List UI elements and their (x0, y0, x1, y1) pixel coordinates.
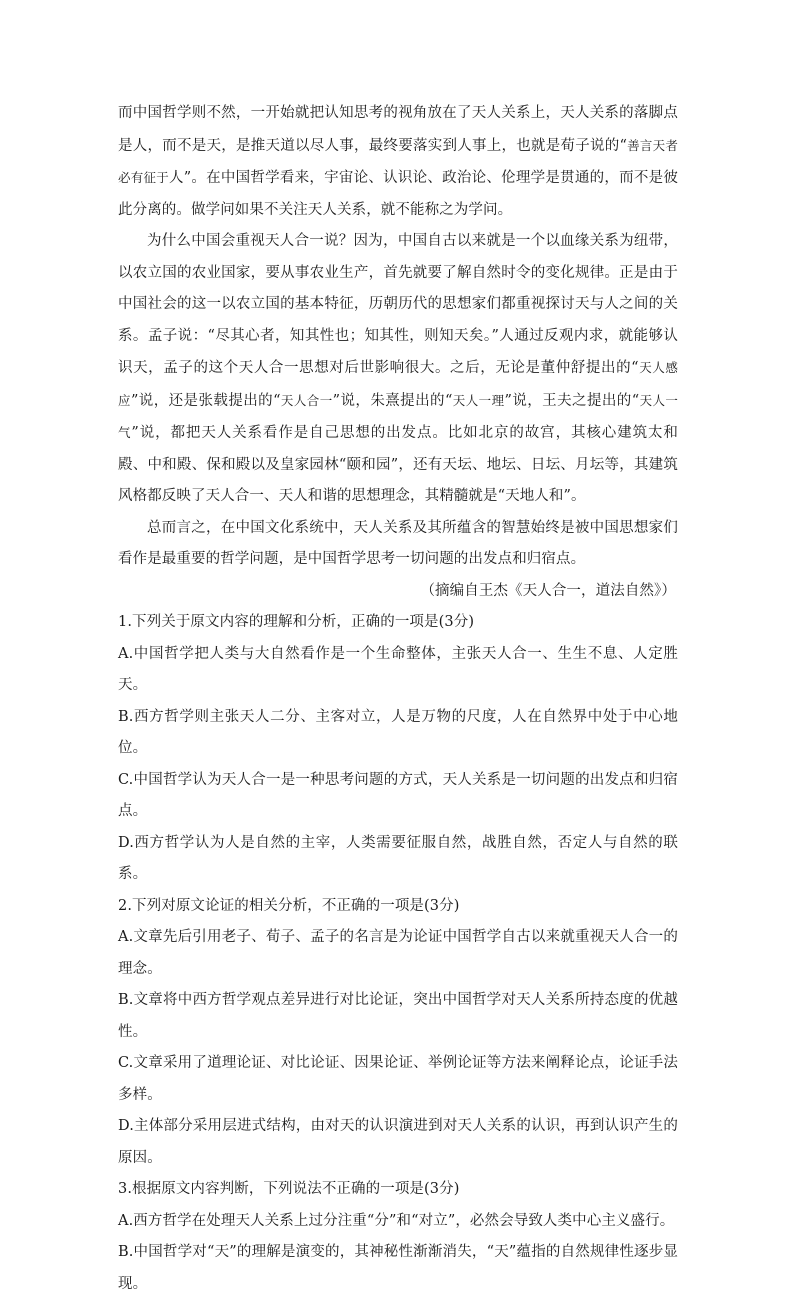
paragraph-2-text-b: ”说，还是张载提出的“ (130, 392, 281, 409)
question-2-option-a: A.文章先后引用老子、荀子、孟子的名言是为论证中国哲学自古以来就重视天人合一的理念。 (118, 929, 678, 977)
paragraph-2-quote-2: 天人合一 (280, 392, 333, 408)
paragraph-2 (118, 226, 678, 513)
paragraph-2-quote-3: 天人一理 (452, 392, 505, 408)
question-1-option-b: B.西方哲学则主张天人二分、主客对立，人是万物的尺度，人在自然界中处于中心地位。 (118, 708, 678, 756)
question-2-option-c: C.文章采用了道理论证、对比论证、因果论证、举例论证等方法来阐释论点，论证手法多样。 (118, 1055, 678, 1103)
paragraph-2-text-e: ”说，都把天人关系看作是自己思想的出发点。比如北京的故宫，其核心建筑太和殿、中和殿、保和殿以及皇家园林“颐和园”，还有天坛、地坛、日坛、月坛等，其建筑风格都反映了天人合一、天人和谐的思想理念，其精髓就是“天地人和”。 (118, 425, 678, 504)
question-1-option-a: A.中国哲学把人类与大自然看作是一个生命整体，主张天人合一、生生不息、人定胜天。 (118, 645, 678, 693)
paragraph-1-quote: 善言天者必有征于 (118, 137, 678, 185)
source-citation: （摘编自王杰《天人合一，道法自然》） (420, 582, 676, 599)
question-1-stem: 1.下列关于原文内容的理解和分析，正确的一项是(3分) (118, 614, 475, 630)
document-body (118, 98, 678, 1300)
paragraph-2-quote-1: 天人感应 (118, 360, 678, 408)
question-2-option-d: D.主体部分采用层进式结构，由对天的认识演进到对天人关系的认识，再到认识产生的原因。 (118, 1118, 678, 1166)
question-2-option-b: B.文章将中西方哲学观点差异进行对比论证，突出中国哲学对天人关系所持态度的优越性。 (118, 992, 678, 1040)
question-3-option-b: B.中国哲学对“天”的理解是演变的，其神秘性渐渐消失，“天”蕴指的自然规律性逐步显现。 (118, 1244, 678, 1292)
paragraph-2-text-c: ”说，朱熹提出的“ (332, 392, 453, 409)
paragraph-2-text-d: ”说，王夫之提出的“ (504, 392, 640, 409)
paragraph-3: 总而言之，在中国文化系统中，天人关系及其所蕴含的智慧始终是被中国思想家们看作是最重要的哲学问题，是中国哲学思考一切问题的出发点和归宿点。 (118, 519, 678, 567)
question-2-stem: 2.下列对原文论证的相关分析，不正确的一项是(3分) (118, 897, 460, 914)
paragraph-1-text-a: 而中国哲学则不然，一开始就把认知思考的视角放在了天人关系上，天人关系的落脚点是人，而不是天，是推天道以尽人事，最终要落实到人事上，也就是荀子说的“ (118, 105, 678, 154)
paragraph-1 (118, 98, 678, 226)
question-3-option-a: A.西方哲学在处理天人关系上过分注重“分”和“对立”，必然会导致人类中心主义盛行。 (118, 1212, 675, 1229)
question-1-option-c: C.中国哲学认为天人合一是一种思考问题的方式，天人关系是一切问题的出发点和归宿点。 (118, 771, 678, 819)
paragraph-2-text-a: 为什么中国会重视天人合一说？因为，中国自古以来就是一个以血缘关系为纽带，以农立国的农业国家，要从事农业生产，首先就要了解自然时令的变化规律。正是由于中国社会的这一以农立国的基本特征，历朝历代的思想家们都重视探讨天与人之间的关系。孟子说：“尽其心者，知其性也；知其性，则知天矣。”人通过反观内求，就能够认识天，孟子的这个天人合一思想对后世影响很大。之后，无论是董仲舒提出的“ (118, 233, 678, 376)
question-1-option-d: D.西方哲学认为人是自然的主宰，人类需要征服自然，战胜自然，否定人与自然的联系。 (118, 834, 678, 882)
paragraph-1-text-b: 人”。在中国哲学看来，宇宙论、认识论、政治论、伦理学是贯通的，而不是彼此分离的。做学问如果不关注天人关系，就不能称之为学问。 (118, 170, 678, 218)
question-3-stem: 3.根据原文内容判断，下列说法不正确的一项是(3分) (118, 1181, 460, 1197)
paragraph-2-quote-4: 天人一气 (118, 392, 679, 440)
